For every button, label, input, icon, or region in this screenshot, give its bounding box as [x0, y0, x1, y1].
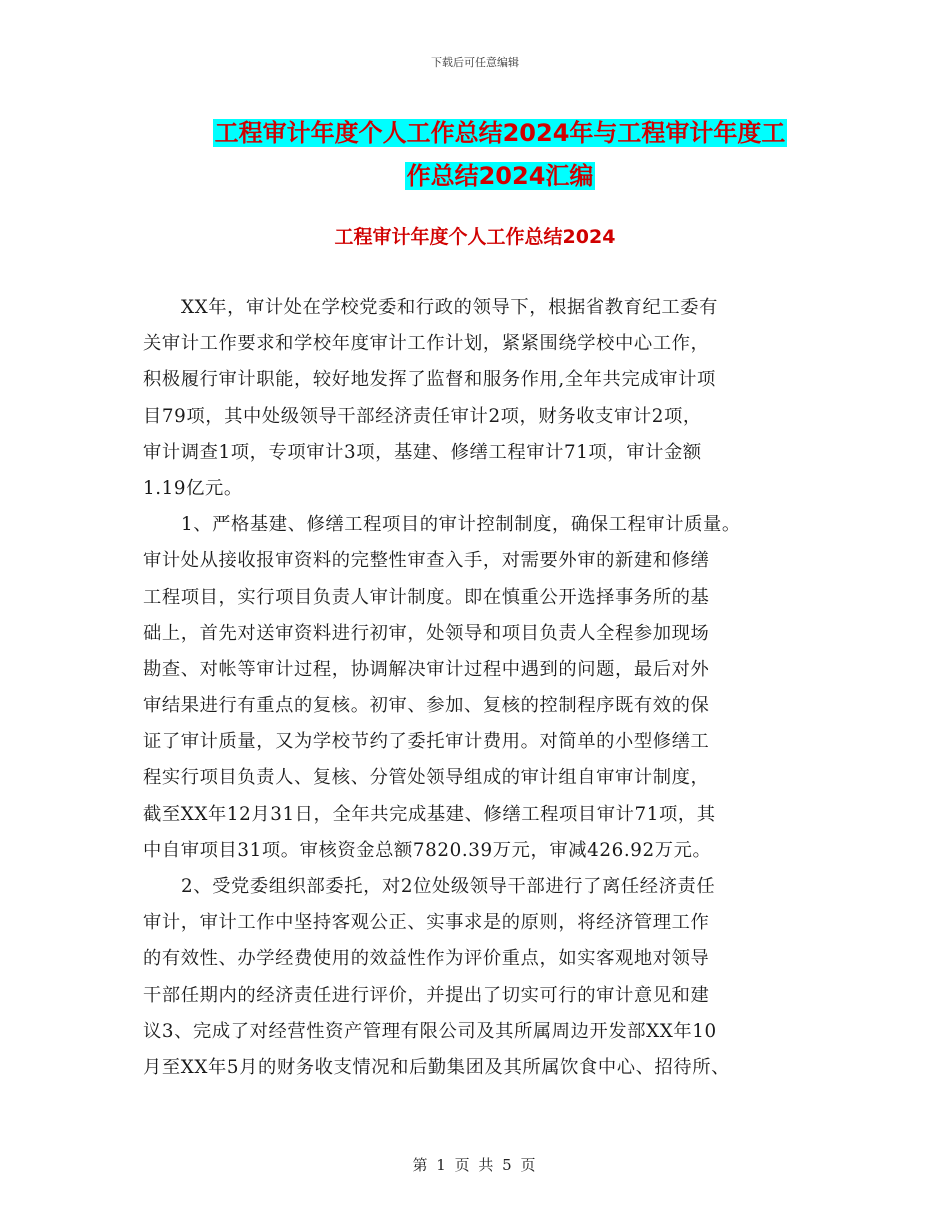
text-line: 干部任期内的经济责任进行评价，并提出了切实可行的审计意见和建: [143, 984, 710, 1006]
text-line: 1.19亿元。: [143, 477, 243, 499]
text-line: XX年，审计处在学校党委和行政的领导下，根据省教育纪工委有: [181, 297, 719, 318]
text-line: 目79项，其中处级领导干部经济责任审计2项，财务收支审计2项，: [143, 405, 702, 427]
text-line: 月至XX年5月的财务收支情况和后勤集团及其所属饮食中心、招待所、: [143, 1056, 731, 1078]
text-line: 工程项目，实行项目负责人审计制度。即在慎重公开选择事务所的基: [143, 586, 710, 608]
text-line: 程实行项目负责人、复核、分管处领导组成的审计组自审审计制度，: [143, 767, 710, 789]
text-line: 截至XX年12月31日，全年共完成基建、修缮工程项目审计71项，其: [143, 803, 716, 825]
text-line: 证了审计质量，又为学校节约了委托审计费用。对简单的小型修缮工: [143, 731, 710, 753]
text-line: 勘查、对帐等审计过程，协调解决审计过程中遇到的问题，最后对外: [143, 658, 710, 680]
text-line: 1、严格基建、修缮工程项目的审计控制制度，确保工程审计质量。: [181, 514, 741, 536]
text-line: 2、受党委组织部委托，对2位处级领导干部进行了离任经济责任: [181, 876, 716, 897]
body-text: [143, 290, 823, 1086]
page-number: 第 1 页 共 5 页: [412, 1156, 538, 1174]
document-title: [140, 112, 860, 198]
section-title: 工程审计年度个人工作总结2024: [334, 226, 616, 248]
document-title-line-1: 工程审计年度个人工作总结2024年与工程审计年度工: [214, 119, 786, 147]
text-line: 审计，审计工作中坚持客观公正、实事求是的原则，将经济管理工作: [143, 912, 710, 934]
text-line: 的有效性、办学经费使用的效益性作为评价重点，如实客观地对领导: [143, 948, 710, 970]
document-title-line-2: 作总结2024汇编: [406, 162, 594, 190]
text-line: 关审计工作要求和学校年度审计工作计划，紧紧围绕学校中心工作，: [143, 333, 710, 355]
text-line: 审计调查1项，专项审计3项，基建、修缮工程审计71项，审计金额: [143, 441, 702, 463]
text-line: 础上，首先对送审资料进行初审，处领导和项目负责人全程参加现场: [143, 622, 710, 644]
text-line: 积极履行审计职能，较好地发挥了监督和服务作用,全年共完成审计项: [143, 369, 716, 391]
text-line: 议3、完成了对经营性资产管理有限公司及其所属周边开发部XX年10: [143, 1020, 717, 1042]
text-line: 审计处从接收报审资料的完整性审查入手，对需要外审的新建和修缮: [143, 550, 710, 572]
text-line: 中自审项目31项。审核资金总额7820.39万元，审减426.92万元。: [143, 839, 712, 861]
text-line: 审结果进行有重点的复核。初审、参加、复核的控制程序既有效的保: [143, 695, 710, 717]
page-header-note: 下载后可任意编辑: [431, 56, 519, 69]
